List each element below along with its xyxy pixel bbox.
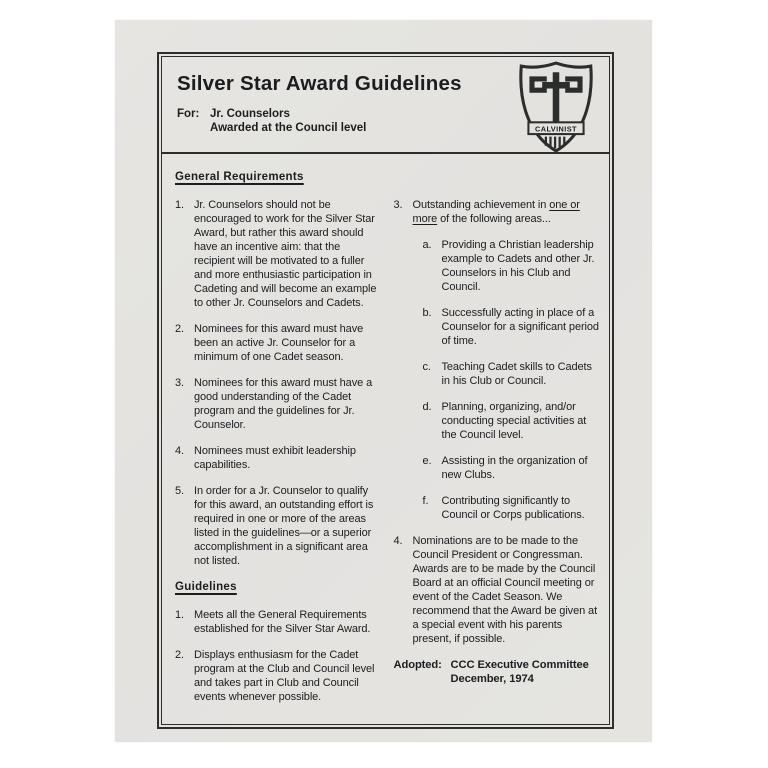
list-item xyxy=(175,444,381,472)
item-text: Successfully acting in place of a Counselor for a significant period of time. xyxy=(441,307,599,347)
general-requirements-heading: General Requirements xyxy=(175,171,304,183)
sub-list-item xyxy=(423,360,600,388)
item-text: Outstanding achievement in one or more of the following areas... xyxy=(412,199,580,225)
item-letter: b. xyxy=(422,307,432,319)
item-text: Assisting in the organization of new Clubs. xyxy=(441,455,588,481)
for-lines xyxy=(210,108,366,135)
left-column xyxy=(175,168,381,724)
sub-list-item xyxy=(423,306,600,348)
item-number: 1. xyxy=(175,199,184,211)
item-text: Displays enthusiasm for the Cadet program at the Club and Council level and takes part in Club and Council events whenever possible. xyxy=(194,649,375,703)
item-number: 2. xyxy=(175,649,184,661)
item-letter: c. xyxy=(422,361,431,373)
page-title: Silver Star Award Guidelines xyxy=(177,72,462,95)
adopted-line-2: December, 1974 xyxy=(450,673,534,685)
item-text: Meets all the General Requirements established for the Silver Star Award. xyxy=(194,609,371,635)
sub-list-item xyxy=(423,238,600,294)
document-frame-inner xyxy=(161,56,610,725)
list-item xyxy=(175,376,381,432)
item-number: 3. xyxy=(393,199,403,211)
item-number: 4. xyxy=(393,535,403,547)
document-frame xyxy=(157,52,614,729)
logo-banner-text: CALVINIST xyxy=(535,124,577,134)
list-item xyxy=(175,608,381,636)
item-text: Nominees for this award must have a good understanding of the Cadet program and the guidelines for Jr. Counselor. xyxy=(194,377,373,431)
item-text: Providing a Christian leadership example to Cadets and other Jr. Counselors in his Club and Council. xyxy=(441,239,595,293)
item-text: Planning, organizing, and/or conducting special activities at the Council level. xyxy=(441,401,587,441)
item-number: 5. xyxy=(175,485,184,497)
list-item xyxy=(394,198,600,226)
item-text: Contributing significantly to Council or Corps publications. xyxy=(441,495,585,521)
adopted-label: Adopted: xyxy=(393,659,442,671)
underlined-phrase: one or more xyxy=(412,199,580,225)
item-number: 2. xyxy=(175,323,184,335)
list-item xyxy=(175,484,381,568)
item-number: 1. xyxy=(175,609,184,621)
sub-list-item xyxy=(423,454,600,482)
document-body xyxy=(162,154,609,724)
adopted-block xyxy=(394,658,600,686)
item-number: 3. xyxy=(175,377,184,389)
list-item xyxy=(175,322,381,364)
list-item xyxy=(175,198,381,310)
item-text: Teaching Cadet skills to Cadets in his Club or Council. xyxy=(441,361,592,387)
item-letter: a. xyxy=(422,239,432,251)
document-header xyxy=(162,57,609,154)
list-item xyxy=(394,534,600,646)
sub-list-item xyxy=(423,400,600,442)
list-item xyxy=(175,648,381,704)
for-label: For: xyxy=(177,108,200,120)
item-letter: d. xyxy=(422,401,432,413)
right-column xyxy=(394,168,600,724)
adopted-lines xyxy=(451,658,589,686)
item-text: Nominees for this award must have been an active Jr. Counselor for a minimum of one Cadet season. xyxy=(194,323,364,363)
item-text: In order for a Jr. Counselor to qualify for this award, an outstanding effort is required in one or more of the areas listed in the guidelines—or a superior accomplishment in a significant area not listed. xyxy=(194,485,374,567)
item-number: 4. xyxy=(175,445,184,457)
scanned-paper xyxy=(115,20,652,742)
item-text: Nominees must exhibit leadership capabilities. xyxy=(194,445,356,471)
adopted-line-1: CCC Executive Committee xyxy=(450,659,589,671)
item-letter: f. xyxy=(422,495,429,507)
calvinist-shield-logo-icon xyxy=(516,60,596,154)
guidelines-heading: Guidelines xyxy=(175,581,237,593)
for-line-2: Awarded at the Council level xyxy=(210,121,367,134)
item-text: Nominations are to be made to the Council President or Congressman. Awards are to be made by the Council Board at an official Council meeting or event of the Cadet Season. We recommend that the Award be given at a special event with his parents present, if possible. xyxy=(412,535,598,645)
item-text: Jr. Counselors should not be encouraged to work for the Silver Star Award, but rather this award should have an incentive aim: that the recipient will be motivated to a fuller and more enthusiastic participation in Cadeting and will become an example to other Jr. Counselors and Cadets. xyxy=(194,199,377,309)
sub-list-item xyxy=(423,494,600,522)
item-letter: e. xyxy=(422,455,432,467)
for-line-1: Jr. Counselors xyxy=(210,108,290,120)
